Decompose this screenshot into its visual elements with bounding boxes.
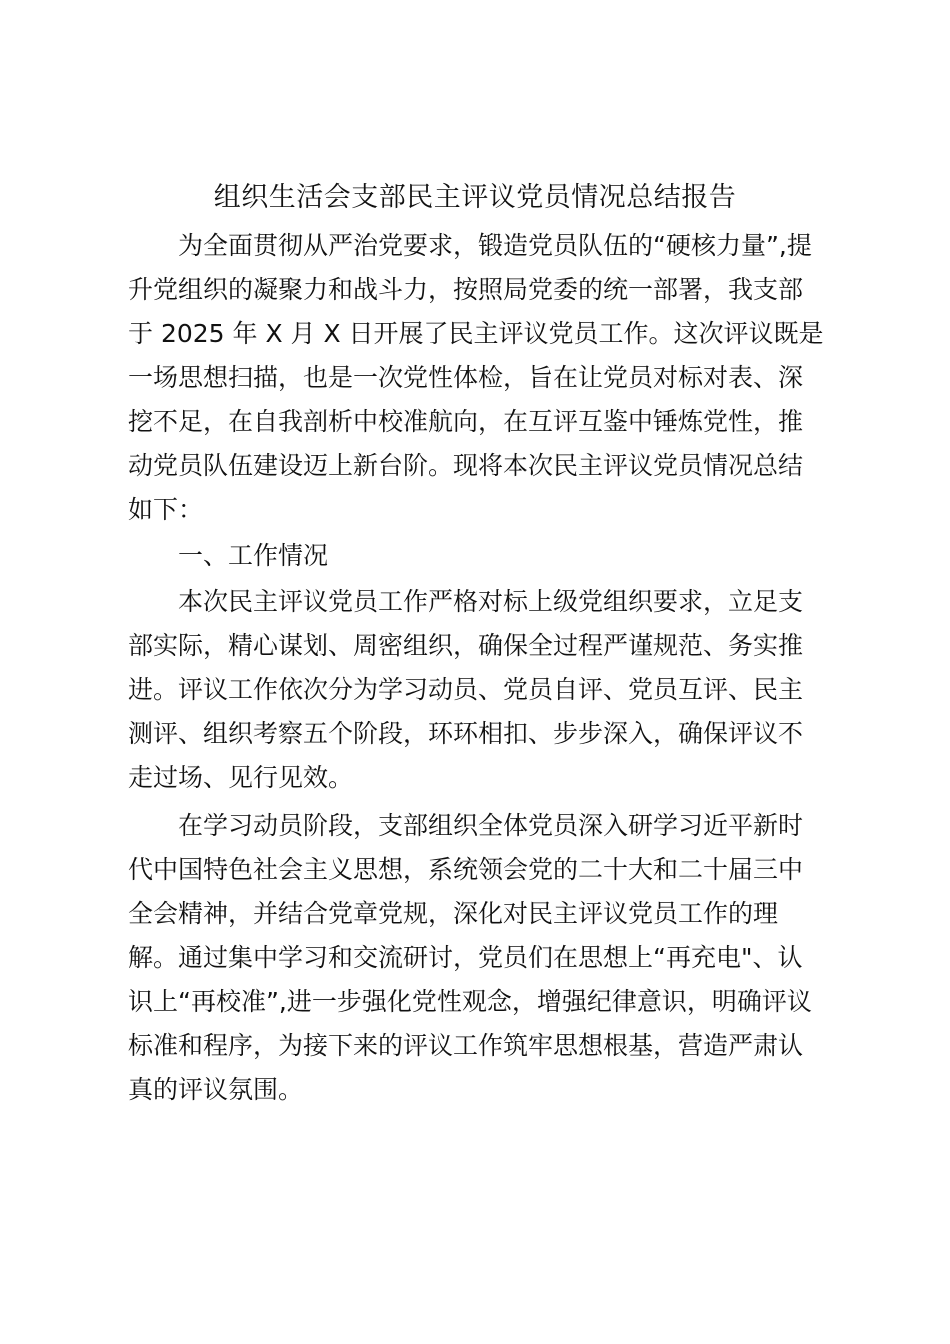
paragraph-3-line-7: 真的评议氛围。	[128, 1075, 304, 1104]
paragraph-3-line-4: 解。通过集中学习和交流研讨，党员们在思想上“再充电"、认	[128, 943, 803, 972]
paragraph-3-line-2: 代中国特色社会主义思想，系统领会党的二十大和二十届三中	[128, 855, 804, 884]
paragraph-1-line-1: 为全面贯彻从严治党要求，锻造党员队伍的“硬核力量”,提	[178, 231, 812, 260]
paragraph-1-line-2: 升党组织的凝聚力和战斗力，按照局党委的统一部署，我支部	[128, 275, 804, 304]
paragraph-1-line-6: 动党员队伍建设迈上新台阶。现将本次民主评议党员情况总结	[128, 451, 804, 480]
paragraph-1-line-7: 如下：	[128, 495, 204, 524]
paragraph-3-line-6: 标准和程序，为接下来的评议工作筑牢思想根基，营造严肃认	[128, 1031, 804, 1060]
paragraph-2-line-5: 走过场、见行见效。	[128, 763, 354, 792]
paragraph-3-line-1: 在学习动员阶段，支部组织全体党员深入研学习近平新时	[178, 811, 804, 840]
paragraph-2-line-2: 部实际，精心谋划、周密组织，确保全过程严谨规范、务实推	[128, 631, 804, 660]
paragraph-3-line-3: 全会精神，并结合党章党规，深化对民主评议党员工作的理	[128, 899, 779, 928]
document-title: 组织生活会支部民主评议党员情况总结报告	[213, 182, 737, 213]
paragraph-3-line-5: 识上“再校准”,进一步强化党性观念，增强纪律意识，明确评议	[128, 987, 812, 1016]
paragraph-1-line-4: 一场思想扫描，也是一次党性体检，旨在让党员对标对表、深	[128, 363, 804, 392]
paragraph-1-line-3: 于 2025 年 X 月 X 日开展了民主评议党员工作。这次评议既是	[128, 319, 824, 348]
section-heading: 一、工作情况	[178, 541, 329, 570]
paragraph-2-line-3: 进。评议工作依次分为学习动员、党员自评、党员互评、民主	[128, 675, 804, 704]
paragraph-2-line-1: 本次民主评议党员工作严格对标上级党组织要求，立足支	[178, 587, 804, 616]
paragraph-1-line-5: 挖不足，在自我剖析中校准航向，在互评互鉴中锤炼党性，推	[128, 407, 804, 436]
paragraph-2-line-4: 测评、组织考察五个阶段，环环相扣、步步深入，确保评议不	[128, 719, 804, 748]
